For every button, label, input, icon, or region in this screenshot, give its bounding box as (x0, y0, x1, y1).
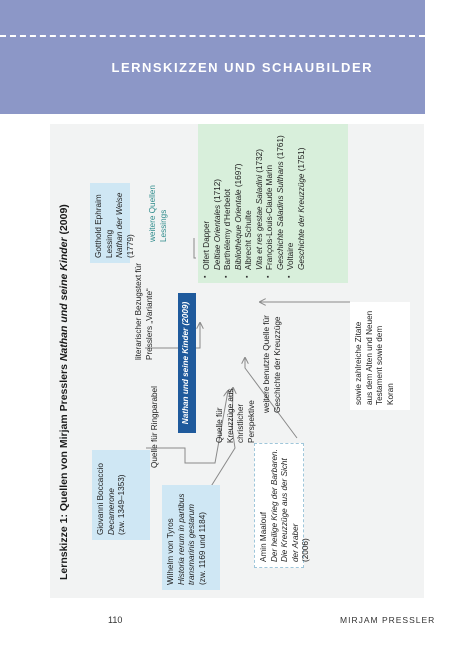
further-sources-list (202, 128, 307, 278)
boccaccio-year: (zw. 1349–1353) (117, 474, 126, 535)
further-source-item: ▪ Albrecht Schulte Vita et res gestae Saladini (1732) (244, 128, 265, 270)
running-footer-author: MIRJAM PRESSLER (340, 615, 436, 625)
further-source-item: ▪ François-Louis-Claude Marin Geschichte Saladins Sulthans (1761) (265, 128, 286, 270)
diagram-title: Lernskizze 1: Quellen von Mirjam Presslers Nathan und seine Kinder (2009) (58, 204, 70, 580)
boccaccio-work: Decamerone (106, 488, 116, 535)
boccaccio-label: Quelle für Ringparabel (150, 386, 159, 468)
maalouf-box (254, 443, 310, 568)
maalouf-year: (2006) (301, 538, 310, 562)
quotes-box: sowie zahlreiche Zitate aus dem Alten und Neuen Testament sowie dem Koran (350, 302, 410, 410)
maalouf-label: weitere benutzte Quelle für Geschichte der Kreuzzüge (262, 315, 282, 413)
further-source-item: ▪ Barthélemy d’Herbelot Bibliothèque Orientale (1697) (223, 128, 244, 270)
diagram-stage (50, 124, 424, 598)
lessing-box (90, 183, 135, 263)
header-dashed-rule (0, 35, 425, 37)
page-number: 110 (108, 615, 123, 625)
further-source-item: ▪ Olfert Dapper Deltiae Orientales (1712) (202, 128, 223, 270)
rotated-diagram (50, 124, 424, 598)
header-band (0, 0, 425, 114)
wilhelm-author: Wilhelm von Tyros (166, 518, 175, 585)
lessing-author: Gotthold Ephraim Lessing (94, 194, 114, 258)
wilhelm-work: Historia rerum in partibus transmarinis gestarum (176, 493, 196, 585)
further-source-item: ▪ Voltaire Geschichte der Kreuzzüge (1751) (286, 128, 307, 270)
center-box: Nathan und seine Kinder (2009) (178, 293, 196, 433)
header-title: LERNSKIZZEN UND SCHAUBILDER (111, 60, 373, 75)
lessing-year: (1779) (125, 234, 135, 258)
further-sources-box (198, 124, 348, 283)
arrow-green (194, 238, 196, 258)
wilhelm-box (162, 485, 220, 590)
boccaccio-author: Giovanni Boccaccio (96, 463, 105, 535)
wilhelm-year: (zw. 1169 und 1184) (197, 512, 207, 585)
lessing-label: literarischer Bezugstext für Presslers „Variante“ (134, 263, 154, 360)
lessing-work: Nathan der Weise (115, 192, 124, 258)
further-sources-label: weitere Quellen Lessings (148, 185, 168, 242)
boccaccio-box (92, 450, 150, 540)
maalouf-work: Der heilige Krieg der Barbaren. Die Kreuzzüge aus der Sicht der Araber (269, 449, 300, 562)
maalouf-author: Amin Maalouf (259, 511, 268, 562)
wilhelm-label: Quelle für Kreuzzüge aus christlicher Perspektive (215, 388, 256, 443)
